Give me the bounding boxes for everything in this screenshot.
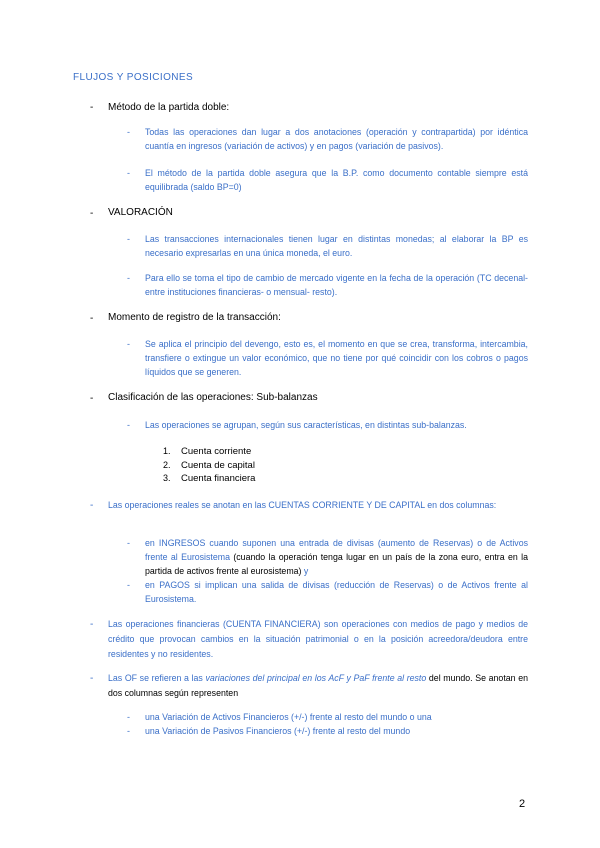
paragraph-operaciones-financieras: Las operaciones financieras (CUENTA FINANCIERA) son operaciones con medios de pago y medios de crédito que provocan cambios en la situación patrimonial o en la posición acreedora/deudora entre residentes y no residentes.: [108, 619, 528, 659]
of-italic: variaciones del principal en los AcF y PaF frente al resto: [205, 673, 427, 683]
page-number: 2: [519, 798, 526, 810]
list-item-ingresos: [145, 536, 528, 578]
bullet-dash: -: [90, 102, 94, 113]
section-heading-momento-registro: Momento de registro de la transacción:: [108, 312, 281, 323]
bullet-dash: -: [127, 712, 130, 722]
of-pre: Las OF se refieren a las: [108, 673, 203, 683]
bullet-dash: -: [127, 420, 130, 430]
bullet-dash: -: [90, 673, 94, 684]
bullet-dash: -: [127, 339, 130, 349]
list-item: El método de la partida doble asegura que la B.P. como documento contable siempre está equilibrada (saldo BP=0): [145, 168, 528, 192]
paragraph-of: [108, 671, 528, 701]
ingresos-note: (cuando la operación tenga lugar en un país de la zona euro, entra en la partida de activos frente al eurosistema): [145, 552, 528, 576]
ingresos-text: en INGRESOS cuando suponen una entrada de divisas (aumento de Reservas) o de Activos frente al Eurosistema: [145, 538, 528, 562]
list-item: Se aplica el principio del devengo, esto es, el momento en que se crea, transforma, intercambia, transfiere o extingue un valor económico, que no tiene por qué coincidir con los cobros o pagos líquidos que se generen.: [145, 339, 528, 377]
bullet-dash: -: [90, 393, 94, 404]
list-item-pasivos: una Variación de Pasivos Financieros (+/-) frente al resto del mundo: [145, 726, 411, 736]
list-item-activos: una Variación de Activos Financieros (+/-) frente al resto del mundo o una: [145, 712, 432, 722]
bullet-dash: -: [127, 580, 130, 590]
bullet-dash: -: [127, 273, 130, 283]
section-heading-valoracion: VALORACIÓN: [108, 207, 173, 218]
ingresos-tail: y: [303, 566, 309, 576]
page-title: FLUJOS Y POSICIONES: [73, 72, 194, 83]
bullet-dash: -: [90, 500, 94, 511]
numbered-item-index: 2.: [163, 460, 171, 470]
bullet-dash: -: [127, 234, 130, 244]
numbered-item-index: 1.: [163, 446, 171, 456]
numbered-item-cuenta-corriente: Cuenta corriente: [181, 446, 252, 457]
of-post: del mundo. Se anotan en dos columnas según representen: [108, 673, 528, 698]
bullet-dash: -: [90, 313, 94, 324]
numbered-item-cuenta-capital: Cuenta de capital: [181, 460, 255, 471]
bullet-dash: -: [127, 538, 130, 548]
paragraph-operaciones-reales: Las operaciones reales se anotan en las CUENTAS CORRIENTE Y DE CAPITAL en dos columnas:: [108, 500, 497, 510]
bullet-dash: -: [127, 168, 130, 178]
list-item-pagos: en PAGOS si implican una salida de divisas (reducción de Reservas) o de Activos frente al Eurosistema.: [145, 580, 528, 604]
list-item: Las operaciones se agrupan, según sus características, en distintas sub-balanzas.: [145, 420, 467, 430]
list-item: Todas las operaciones dan lugar a dos anotaciones (operación y contrapartida) por idéntica cuantía en ingresos (variación de activos) y en pagos (variación de pasivos).: [145, 127, 528, 151]
numbered-item-cuenta-financiera: Cuenta financiera: [181, 473, 256, 484]
bullet-dash: -: [90, 619, 94, 630]
section-heading-partida-doble: Método de la partida doble:: [108, 102, 230, 113]
section-heading-clasificacion: Clasificación de las operaciones: Sub-balanzas: [108, 392, 318, 403]
numbered-item-index: 3.: [163, 473, 171, 483]
list-item: Las transacciones internacionales tienen lugar en distintas monedas; al elaborar la BP es necesario expresarlas en una única moneda, el euro.: [145, 234, 528, 258]
bullet-dash: -: [90, 208, 94, 219]
list-item: Para ello se toma el tipo de cambio de mercado vigente en la fecha de la operación (TC decenal- entre instituciones financieras- o mensual- resto).: [145, 273, 528, 297]
bullet-dash: -: [127, 726, 130, 736]
bullet-dash: -: [127, 127, 130, 137]
